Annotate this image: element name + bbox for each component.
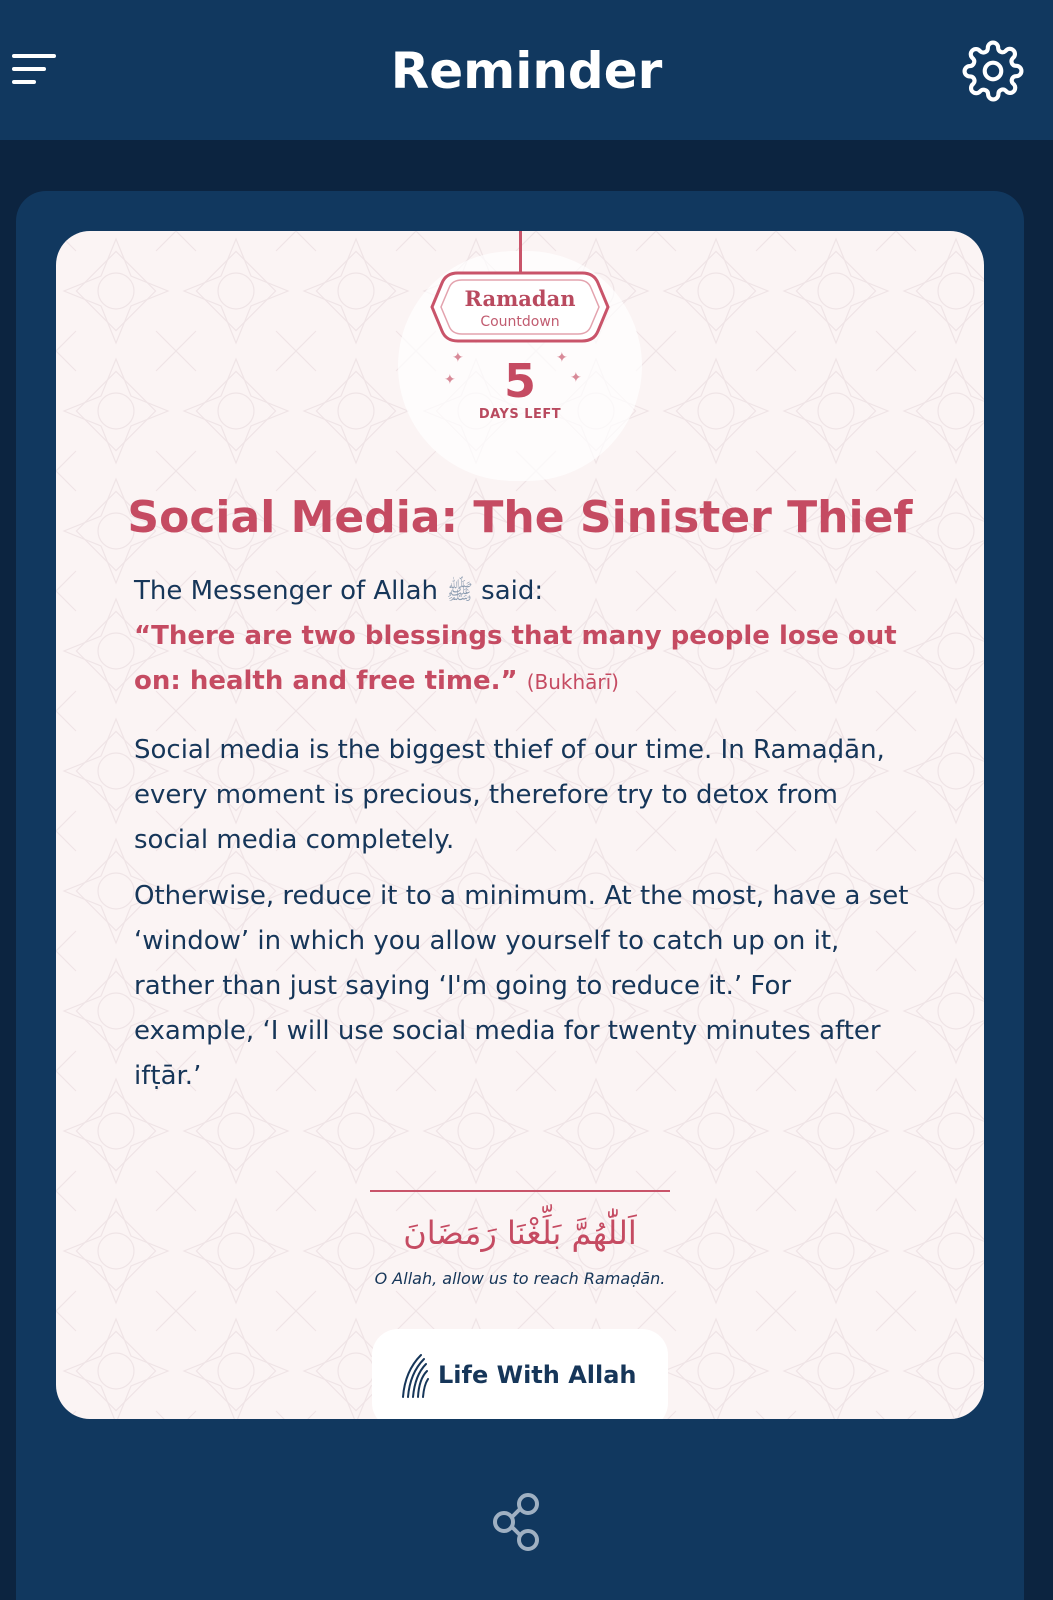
hadith-quote xyxy=(134,614,914,705)
hadith-quote-text: “There are two blessings that many people lose out on: health and free time.” xyxy=(134,621,897,696)
salutation-icon: ﷺ xyxy=(446,580,473,605)
share-icon xyxy=(488,1490,552,1554)
days-left-count: 5 xyxy=(503,354,536,408)
badge-title: Ramadan xyxy=(464,286,576,311)
days-left-label: DAYS LEFT xyxy=(478,407,562,422)
hadith-intro xyxy=(134,569,914,615)
brand-name: Life With Allah xyxy=(438,1361,637,1389)
reminder-paragraph-2: Otherwise, reduce it to a minimum. At the most, have a set ‘window’ in which you allow yourself to catch up on it, rather than just saying ‘I'm going to reduce it.’ For example, ‘I will use social media for twenty minutes after ifṭār.’ xyxy=(134,881,909,1091)
top-app-bar xyxy=(0,0,1053,140)
sparkle-icon: ✦ xyxy=(444,372,456,388)
share-button[interactable] xyxy=(488,1490,552,1554)
settings-button[interactable] xyxy=(962,40,1024,102)
sparkle-icon: ✦ xyxy=(556,350,568,366)
brand-logo-icon xyxy=(399,1351,429,1399)
sparkle-icon: ✦ xyxy=(570,370,582,386)
reminder-card xyxy=(56,231,984,1419)
reminder-paragraph-1: Social media is the biggest thief of our time. In Ramaḍān, every moment is precious, therefore try to detox from social media completely. xyxy=(134,735,885,855)
dua-arabic: اَللّٰهُمَّ بَلِّغْنَا رَمَضَانَ xyxy=(403,1214,637,1252)
hadith-reference: (Bukhārī) xyxy=(526,670,619,694)
page-title: Reminder xyxy=(390,42,663,100)
dua-translation: O Allah, allow us to reach Ramaḍān. xyxy=(374,1269,666,1288)
brand-badge xyxy=(372,1329,668,1419)
sparkle-icon: ✦ xyxy=(452,350,464,366)
badge-subtitle: Countdown xyxy=(480,314,560,330)
gear-icon xyxy=(962,40,1024,102)
section-divider xyxy=(370,1190,670,1192)
reminder-headline: Social Media: The Sinister Thief xyxy=(127,492,913,543)
hadith-intro-text: The Messenger of Allah xyxy=(134,576,439,606)
hadith-intro-said: said: xyxy=(481,576,544,606)
